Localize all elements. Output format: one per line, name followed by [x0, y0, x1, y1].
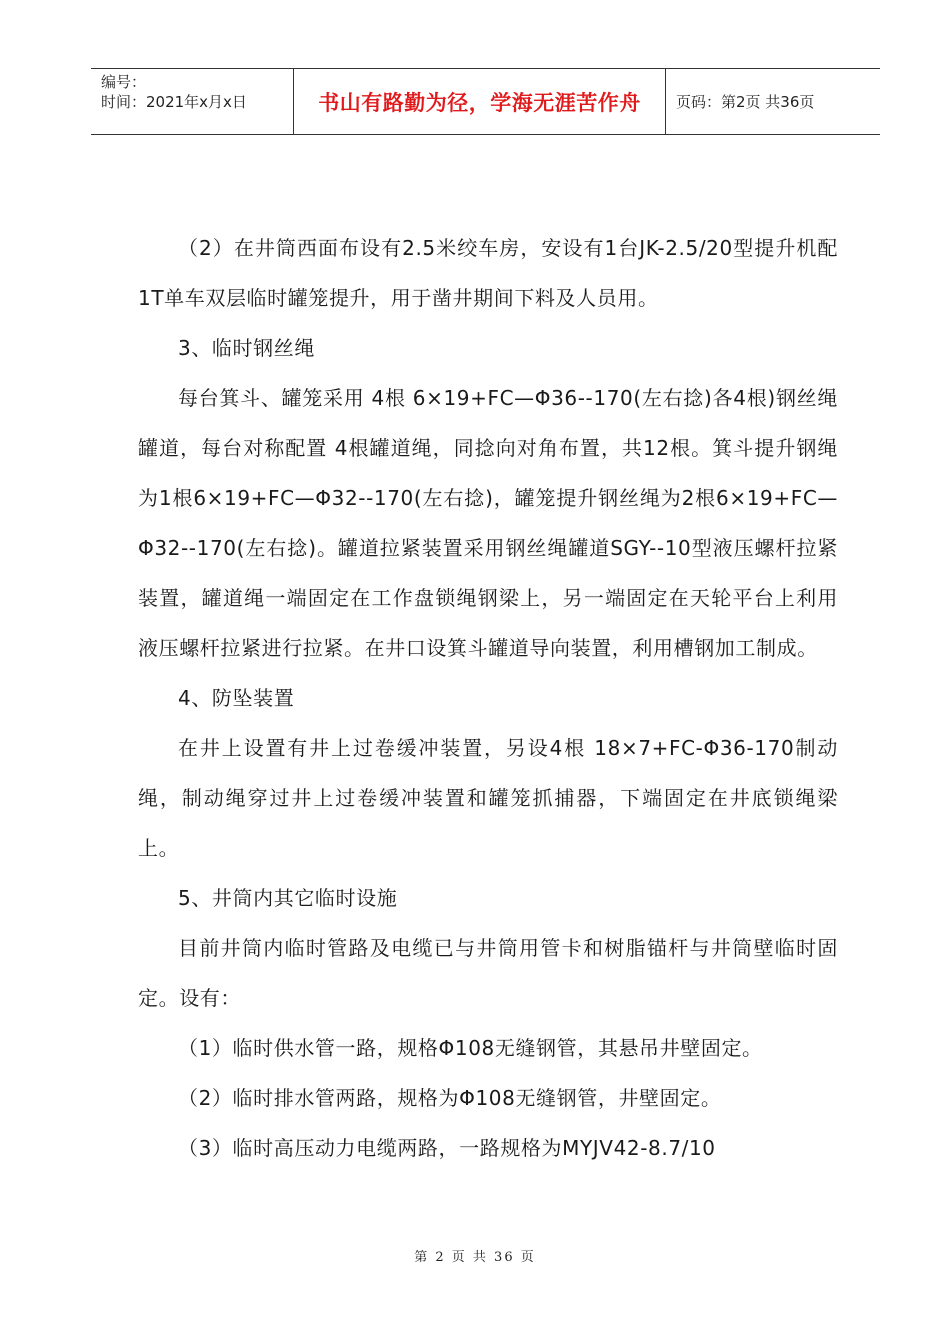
page-header — [91, 68, 880, 135]
section-heading-temp-wire-rope: 3、临时钢丝绳 — [178, 336, 315, 360]
paragraph-anti-fall-device: 在井上设置有井上过卷缓冲装置，另设4根 18×7+FC-Φ36-170制动绳，制动绳穿过井上过卷缓冲装置和罐笼抓捕器，下端固定在井底锁绳梁上。 — [138, 736, 838, 860]
paragraph-hv-cable: （3）临时高压动力电缆两路，一路规格为MYJV42-8.7/10 — [178, 1136, 716, 1160]
paragraph-drain-pipe: （2）临时排水管两路，规格为Φ108无缝钢管，井壁固定。 — [178, 1086, 722, 1110]
paragraph-wire-rope-guide: 每台箕斗、罐笼采用 4根 6×19+FC—Φ36--170(左右捻)各4根)钢丝绳罐道，每台对称配置 4根罐道绳，同捻向对角布置，共12根。箕斗提升钢绳为1根6×19+FC—Φ32--170(左右捻)，罐笼提升钢丝绳为2根6×19+FC—Φ32--170(左右捻)。罐道拉紧装置采用钢丝绳罐道SGY--10型液压螺杆拉紧装置，罐道绳一端固定在工作盘锁绳钢梁上，另一端固定在天轮平台上利用液压螺杆拉紧进行拉紧。在井口设箕斗罐道导向装置，利用槽钢加工制成。 — [138, 386, 838, 660]
header-date-label: 时间：2021年x月x日 — [101, 93, 247, 111]
header-meta — [91, 69, 293, 134]
section-heading-other-facilities: 5、井筒内其它临时设施 — [178, 886, 398, 910]
document-body — [138, 223, 838, 1173]
header-number-label: 编号： — [101, 73, 147, 91]
section-heading-anti-fall: 4、防坠装置 — [178, 686, 295, 710]
header-motto: 书山有路勤为径，学海无涯苦作舟 — [293, 69, 666, 134]
paragraph-water-supply-pipe: （1）临时供水管一路，规格Φ108无缝钢管，其悬吊井壁固定。 — [178, 1036, 763, 1060]
paragraph-2-winch-room: （2）在井筒西面布设有2.5米绞车房，安设有1台JK-2.5/20型提升机配1T单车双层临时罐笼提升，用于凿井期间下料及人员用。 — [138, 236, 838, 310]
header-page-label: 页码：第2页 共36页 — [676, 93, 815, 111]
page-footer: 第 2 页 共 36 页 — [414, 1250, 536, 1265]
paragraph-temp-fixing: 目前井筒内临时管路及电缆已与井筒用管卡和树脂锚杆与井筒壁临时固定。设有： — [138, 936, 838, 1010]
